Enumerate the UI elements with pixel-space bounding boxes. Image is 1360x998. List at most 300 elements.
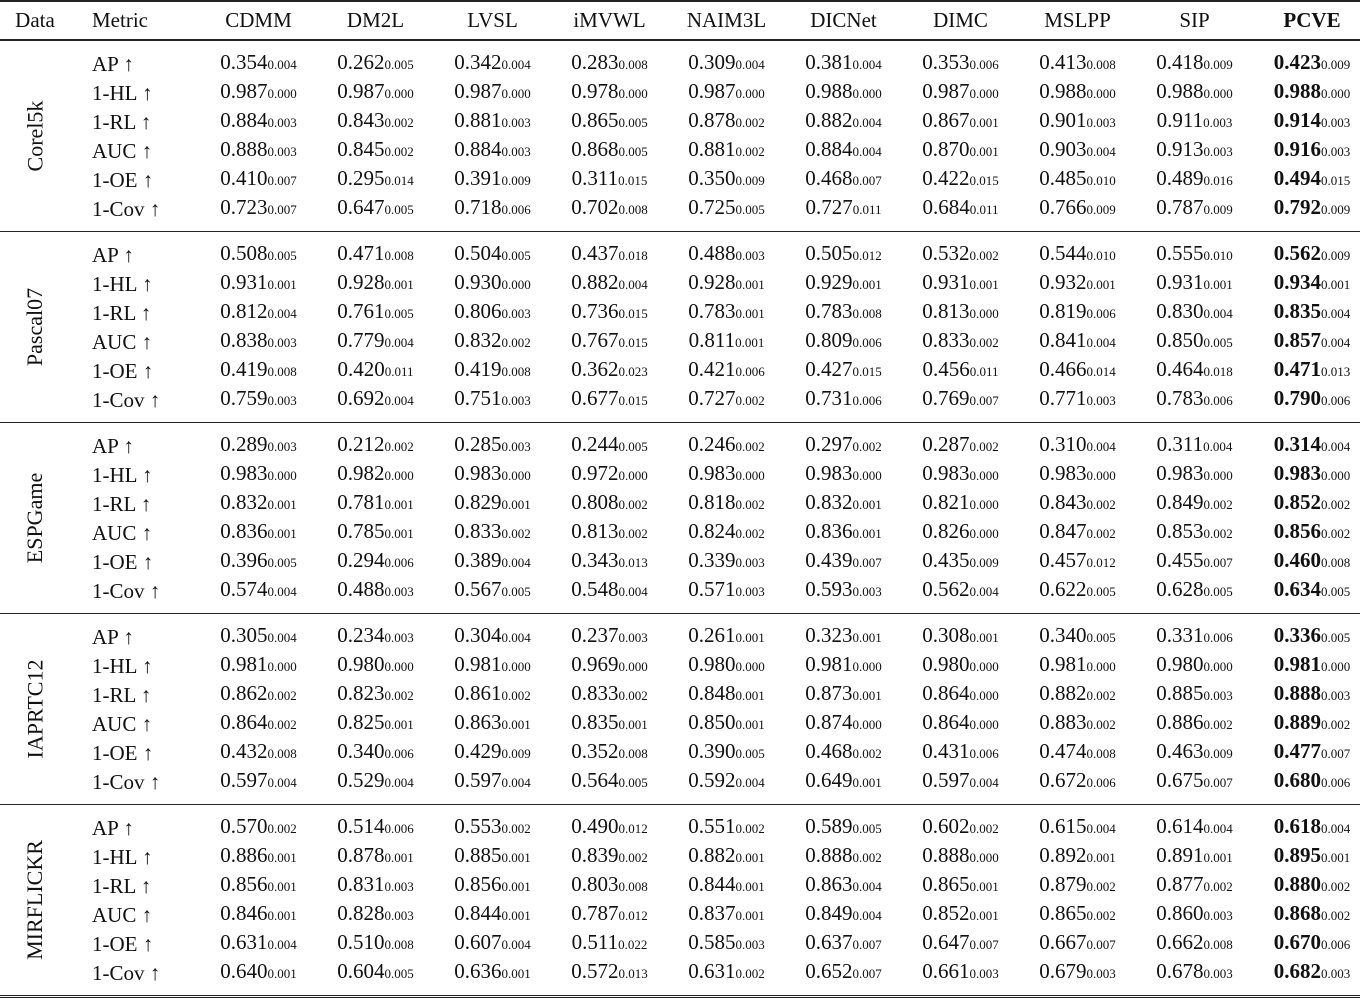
std-value: 0.001 [735, 688, 765, 703]
std-value: 0.000 [1321, 468, 1351, 483]
std-value: 0.007 [969, 937, 999, 952]
mean-value: 0.413 [1039, 50, 1087, 74]
std-value: 0.012 [1086, 555, 1116, 570]
metric-label: 1-RL ↑ [92, 300, 152, 325]
mean-value: 0.856 [220, 872, 268, 896]
mean-value: 0.490 [571, 814, 619, 838]
mean-value: 0.928 [688, 270, 736, 294]
column-header-pcve: PCVE [1253, 1, 1360, 40]
score-cell-dimc [902, 40, 1019, 78]
mean-value: 0.396 [220, 548, 268, 572]
mean-value: 0.456 [922, 357, 970, 381]
std-value: 0.002 [735, 393, 765, 408]
mean-value: 0.865 [922, 872, 970, 896]
std-value: 0.011 [852, 202, 882, 217]
std-value: 0.003 [501, 439, 531, 454]
mean-value: 0.812 [220, 299, 268, 323]
mean-value: 0.808 [571, 490, 619, 514]
dataset-group-pascal07 [0, 232, 1360, 423]
std-value: 0.006 [969, 57, 999, 72]
mean-value: 0.981 [454, 652, 502, 676]
mean-value: 0.636 [454, 959, 502, 983]
mean-value: 0.779 [337, 328, 385, 352]
score-cell-dm2l [317, 460, 434, 489]
score-cell-cdmm [200, 327, 317, 356]
score-cell-naim3l [668, 298, 785, 327]
std-value: 0.015 [1321, 173, 1351, 188]
score-cell-dimc [902, 78, 1019, 107]
mean-value: 0.553 [454, 814, 502, 838]
score-cell-dicnet [785, 489, 902, 518]
mean-value: 0.727 [688, 386, 736, 410]
score-cell-cdmm [200, 767, 317, 805]
metric-label: AUC ↑ [92, 138, 153, 163]
mean-value: 0.845 [337, 137, 385, 161]
std-value: 0.004 [969, 584, 999, 599]
mean-value: 0.652 [805, 959, 853, 983]
metric-label: 1-OE ↑ [92, 931, 154, 956]
score-cell-dicnet [785, 78, 902, 107]
score-cell-cdmm [200, 576, 317, 614]
std-value: 0.000 [969, 526, 999, 541]
mean-value: 0.308 [922, 623, 970, 647]
std-value: 0.001 [969, 277, 999, 292]
score-cell-lvsl [434, 709, 551, 738]
std-value: 0.008 [267, 746, 297, 761]
mean-value: 0.723 [220, 195, 268, 219]
score-cell-pcve [1253, 958, 1360, 997]
score-cell-dm2l [317, 767, 434, 805]
std-value: 0.005 [267, 555, 297, 570]
score-cell-mslpp [1019, 805, 1136, 843]
mean-value: 0.843 [1039, 490, 1087, 514]
column-header-dimc: DIMC [902, 1, 1019, 40]
std-value: 0.002 [501, 335, 531, 350]
score-cell-naim3l [668, 269, 785, 298]
score-cell-naim3l [668, 518, 785, 547]
score-cell-mslpp [1019, 165, 1136, 194]
mean-value: 0.831 [337, 872, 385, 896]
score-cell-dicnet [785, 680, 902, 709]
score-cell-sip [1136, 900, 1253, 929]
std-value: 0.000 [969, 306, 999, 321]
std-value: 0.000 [1203, 468, 1233, 483]
score-cell-lvsl [434, 269, 551, 298]
score-cell-sip [1136, 767, 1253, 805]
score-cell-lvsl [434, 680, 551, 709]
score-cell-mslpp [1019, 232, 1136, 270]
std-value: 0.008 [267, 364, 297, 379]
score-cell-cdmm [200, 385, 317, 423]
dataset-name: ESPGame [22, 472, 48, 564]
std-value: 0.000 [852, 659, 882, 674]
std-value: 0.007 [267, 202, 297, 217]
std-value: 0.001 [267, 497, 297, 512]
std-value: 0.002 [1086, 908, 1116, 923]
score-cell-naim3l [668, 680, 785, 709]
std-value: 0.009 [1321, 248, 1351, 263]
score-cell-dimc [902, 547, 1019, 576]
mean-value: 0.602 [922, 814, 970, 838]
score-cell-cdmm [200, 356, 317, 385]
mean-value: 0.861 [454, 681, 502, 705]
score-cell-dimc [902, 958, 1019, 997]
mean-value: 0.901 [1039, 108, 1087, 132]
std-value: 0.004 [1086, 144, 1116, 159]
std-value: 0.007 [852, 555, 882, 570]
mean-value: 0.314 [1273, 432, 1321, 456]
score-cell-mslpp [1019, 651, 1136, 680]
score-cell-naim3l [668, 165, 785, 194]
score-cell-imvwl [551, 423, 668, 461]
std-value: 0.009 [501, 173, 531, 188]
std-value: 0.003 [501, 393, 531, 408]
mean-value: 0.806 [454, 299, 502, 323]
std-value: 0.002 [267, 688, 297, 703]
metric-label: AP ↑ [92, 815, 134, 840]
metric-label: 1-Cov ↑ [92, 960, 161, 985]
std-value: 0.007 [1321, 746, 1351, 761]
mean-value: 0.844 [454, 901, 502, 925]
std-value: 0.005 [501, 248, 531, 263]
mean-value: 0.649 [805, 768, 853, 792]
score-cell-cdmm [200, 929, 317, 958]
std-value: 0.004 [1321, 821, 1351, 836]
dataset-label-cell [0, 232, 70, 423]
mean-value: 0.934 [1273, 270, 1321, 294]
score-cell-mslpp [1019, 136, 1136, 165]
mean-value: 0.818 [688, 490, 736, 514]
mean-value: 0.304 [454, 623, 502, 647]
mean-value: 0.828 [337, 901, 385, 925]
score-cell-imvwl [551, 842, 668, 871]
std-value: 0.001 [501, 879, 531, 894]
std-value: 0.003 [1321, 688, 1351, 703]
score-cell-lvsl [434, 489, 551, 518]
score-cell-dicnet [785, 327, 902, 356]
std-value: 0.003 [618, 630, 648, 645]
table-row [0, 842, 1360, 871]
score-cell-naim3l [668, 929, 785, 958]
mean-value: 0.988 [1273, 79, 1321, 103]
score-cell-cdmm [200, 680, 317, 709]
score-cell-dicnet [785, 842, 902, 871]
score-cell-imvwl [551, 547, 668, 576]
score-cell-dimc [902, 165, 1019, 194]
mean-value: 0.460 [1273, 548, 1321, 572]
score-cell-mslpp [1019, 40, 1136, 78]
score-cell-mslpp [1019, 385, 1136, 423]
score-cell-dm2l [317, 518, 434, 547]
mean-value: 0.931 [922, 270, 970, 294]
mean-value: 0.836 [220, 519, 268, 543]
std-value: 0.003 [1321, 115, 1351, 130]
mean-value: 0.983 [805, 461, 853, 485]
mean-value: 0.391 [454, 166, 502, 190]
score-cell-dm2l [317, 709, 434, 738]
std-value: 0.004 [735, 57, 765, 72]
mean-value: 0.677 [571, 386, 619, 410]
mean-value: 0.884 [454, 137, 502, 161]
mean-value: 0.667 [1039, 930, 1087, 954]
std-value: 0.002 [1203, 879, 1233, 894]
score-cell-imvwl [551, 489, 668, 518]
table-row [0, 576, 1360, 614]
std-value: 0.000 [969, 468, 999, 483]
score-cell-naim3l [668, 356, 785, 385]
metric-label: AUC ↑ [92, 902, 153, 927]
mean-value: 0.882 [571, 270, 619, 294]
table-row [0, 269, 1360, 298]
mean-value: 0.983 [1039, 461, 1087, 485]
score-cell-mslpp [1019, 489, 1136, 518]
metric-label: AP ↑ [92, 433, 134, 458]
dataset-name: Pascal07 [22, 287, 48, 367]
mean-value: 0.982 [337, 461, 385, 485]
mean-value: 0.759 [220, 386, 268, 410]
score-cell-cdmm [200, 842, 317, 871]
score-cell-lvsl [434, 298, 551, 327]
std-value: 0.003 [1086, 115, 1116, 130]
std-value: 0.001 [267, 850, 297, 865]
score-cell-sip [1136, 356, 1253, 385]
mean-value: 0.867 [922, 108, 970, 132]
score-cell-dimc [902, 356, 1019, 385]
mean-value: 0.562 [1273, 241, 1321, 265]
std-value: 0.001 [1086, 850, 1116, 865]
mean-value: 0.857 [1273, 328, 1321, 352]
mean-value: 0.702 [571, 195, 619, 219]
score-cell-lvsl [434, 767, 551, 805]
score-cell-cdmm [200, 423, 317, 461]
std-value: 0.004 [267, 937, 297, 952]
score-cell-naim3l [668, 900, 785, 929]
std-value: 0.003 [1203, 908, 1233, 923]
mean-value: 0.864 [922, 710, 970, 734]
mean-value: 0.988 [1156, 79, 1204, 103]
std-value: 0.004 [501, 57, 531, 72]
std-value: 0.004 [267, 630, 297, 645]
dataset-name: IAPRTC12 [22, 659, 48, 759]
score-cell-dm2l [317, 958, 434, 997]
mean-value: 0.785 [337, 519, 385, 543]
column-header-imvwl: iMVWL [551, 1, 668, 40]
std-value: 0.015 [618, 393, 648, 408]
mean-value: 0.825 [337, 710, 385, 734]
std-value: 0.001 [852, 630, 882, 645]
score-cell-dicnet [785, 547, 902, 576]
std-value: 0.007 [852, 966, 882, 981]
score-cell-imvwl [551, 40, 668, 78]
std-value: 0.005 [1203, 584, 1233, 599]
std-value: 0.000 [267, 659, 297, 674]
metric-label: 1-OE ↑ [92, 549, 154, 574]
mean-value: 0.463 [1156, 739, 1204, 763]
score-cell-mslpp [1019, 518, 1136, 547]
std-value: 0.003 [384, 908, 414, 923]
mean-value: 0.824 [688, 519, 736, 543]
score-cell-pcve [1253, 423, 1360, 461]
score-cell-imvwl [551, 958, 668, 997]
mean-value: 0.262 [337, 50, 385, 74]
score-cell-pcve [1253, 738, 1360, 767]
mean-value: 0.844 [688, 872, 736, 896]
score-cell-dimc [902, 107, 1019, 136]
std-value: 0.000 [1321, 659, 1351, 674]
mean-value: 0.423 [1273, 50, 1321, 74]
mean-value: 0.597 [454, 768, 502, 792]
score-cell-naim3l [668, 327, 785, 356]
score-cell-sip [1136, 929, 1253, 958]
std-value: 0.000 [384, 86, 414, 101]
score-cell-pcve [1253, 136, 1360, 165]
std-value: 0.008 [1086, 57, 1116, 72]
mean-value: 0.988 [805, 79, 853, 103]
table-row [0, 78, 1360, 107]
std-value: 0.023 [618, 364, 648, 379]
std-value: 0.015 [618, 173, 648, 188]
score-cell-naim3l [668, 423, 785, 461]
score-cell-pcve [1253, 518, 1360, 547]
mean-value: 0.244 [571, 432, 619, 456]
std-value: 0.009 [1321, 202, 1351, 217]
mean-value: 0.572 [571, 959, 619, 983]
std-value: 0.000 [501, 468, 531, 483]
score-cell-lvsl [434, 805, 551, 843]
score-cell-dimc [902, 929, 1019, 958]
std-value: 0.001 [1321, 850, 1351, 865]
std-value: 0.001 [735, 908, 765, 923]
std-value: 0.001 [267, 879, 297, 894]
std-value: 0.007 [1203, 775, 1233, 790]
table-row [0, 460, 1360, 489]
std-value: 0.005 [735, 746, 765, 761]
std-value: 0.006 [1203, 393, 1233, 408]
mean-value: 0.294 [337, 548, 385, 572]
score-cell-sip [1136, 680, 1253, 709]
std-value: 0.003 [267, 335, 297, 350]
std-value: 0.006 [1086, 306, 1116, 321]
score-cell-pcve [1253, 107, 1360, 136]
score-cell-pcve [1253, 767, 1360, 805]
mean-value: 0.850 [1156, 328, 1204, 352]
table-row [0, 107, 1360, 136]
mean-value: 0.634 [1273, 577, 1321, 601]
mean-value: 0.787 [1156, 195, 1204, 219]
score-cell-imvwl [551, 165, 668, 194]
std-value: 0.008 [618, 57, 648, 72]
std-value: 0.007 [852, 937, 882, 952]
score-cell-dm2l [317, 269, 434, 298]
mean-value: 0.511 [571, 930, 619, 954]
mean-value: 0.911 [1156, 108, 1204, 132]
std-value: 0.008 [384, 248, 414, 263]
score-cell-dimc [902, 900, 1019, 929]
score-cell-imvwl [551, 107, 668, 136]
score-cell-sip [1136, 842, 1253, 871]
score-cell-dicnet [785, 194, 902, 232]
std-value: 0.000 [969, 717, 999, 732]
std-value: 0.001 [267, 908, 297, 923]
score-cell-dicnet [785, 805, 902, 843]
std-value: 0.006 [852, 393, 882, 408]
score-cell-naim3l [668, 194, 785, 232]
score-cell-cdmm [200, 518, 317, 547]
column-header-data: Data [0, 1, 70, 40]
mean-value: 0.860 [1156, 901, 1204, 925]
mean-value: 0.878 [688, 108, 736, 132]
std-value: 0.001 [384, 717, 414, 732]
mean-value: 0.340 [337, 739, 385, 763]
std-value: 0.001 [852, 277, 882, 292]
mean-value: 0.836 [805, 519, 853, 543]
std-value: 0.002 [1086, 879, 1116, 894]
table-row [0, 356, 1360, 385]
std-value: 0.004 [852, 144, 882, 159]
std-value: 0.003 [267, 439, 297, 454]
score-cell-cdmm [200, 107, 317, 136]
std-value: 0.009 [501, 746, 531, 761]
std-value: 0.001 [735, 335, 765, 350]
score-cell-sip [1136, 489, 1253, 518]
mean-value: 0.839 [571, 843, 619, 867]
mean-value: 0.510 [337, 930, 385, 954]
score-cell-lvsl [434, 385, 551, 423]
std-value: 0.001 [852, 775, 882, 790]
std-value: 0.000 [852, 468, 882, 483]
mean-value: 0.471 [1273, 357, 1321, 381]
std-value: 0.001 [969, 115, 999, 130]
score-cell-cdmm [200, 614, 317, 652]
table-header [0, 1, 1360, 40]
std-value: 0.000 [1203, 659, 1233, 674]
table-row [0, 40, 1360, 78]
std-value: 0.000 [969, 850, 999, 865]
mean-value: 0.813 [571, 519, 619, 543]
mean-value: 0.505 [805, 241, 853, 265]
mean-value: 0.826 [922, 519, 970, 543]
score-cell-naim3l [668, 767, 785, 805]
mean-value: 0.916 [1273, 137, 1321, 161]
std-value: 0.014 [1086, 364, 1116, 379]
score-cell-mslpp [1019, 929, 1136, 958]
score-cell-imvwl [551, 767, 668, 805]
mean-value: 0.597 [922, 768, 970, 792]
score-cell-dicnet [785, 518, 902, 547]
std-value: 0.001 [969, 630, 999, 645]
std-value: 0.002 [1321, 908, 1351, 923]
metric-label: 1-Cov ↑ [92, 196, 161, 221]
std-value: 0.000 [735, 468, 765, 483]
table-row [0, 680, 1360, 709]
std-value: 0.008 [618, 746, 648, 761]
std-value: 0.002 [1203, 717, 1233, 732]
mean-value: 0.832 [220, 490, 268, 514]
mean-value: 0.261 [688, 623, 736, 647]
score-cell-sip [1136, 136, 1253, 165]
std-value: 0.003 [1086, 393, 1116, 408]
mean-value: 0.287 [922, 432, 970, 456]
std-value: 0.002 [735, 439, 765, 454]
score-cell-mslpp [1019, 958, 1136, 997]
mean-value: 0.731 [805, 386, 853, 410]
mean-value: 0.640 [220, 959, 268, 983]
std-value: 0.001 [384, 526, 414, 541]
mean-value: 0.474 [1039, 739, 1087, 763]
mean-value: 0.987 [688, 79, 736, 103]
score-cell-naim3l [668, 232, 785, 270]
score-cell-pcve [1253, 805, 1360, 843]
